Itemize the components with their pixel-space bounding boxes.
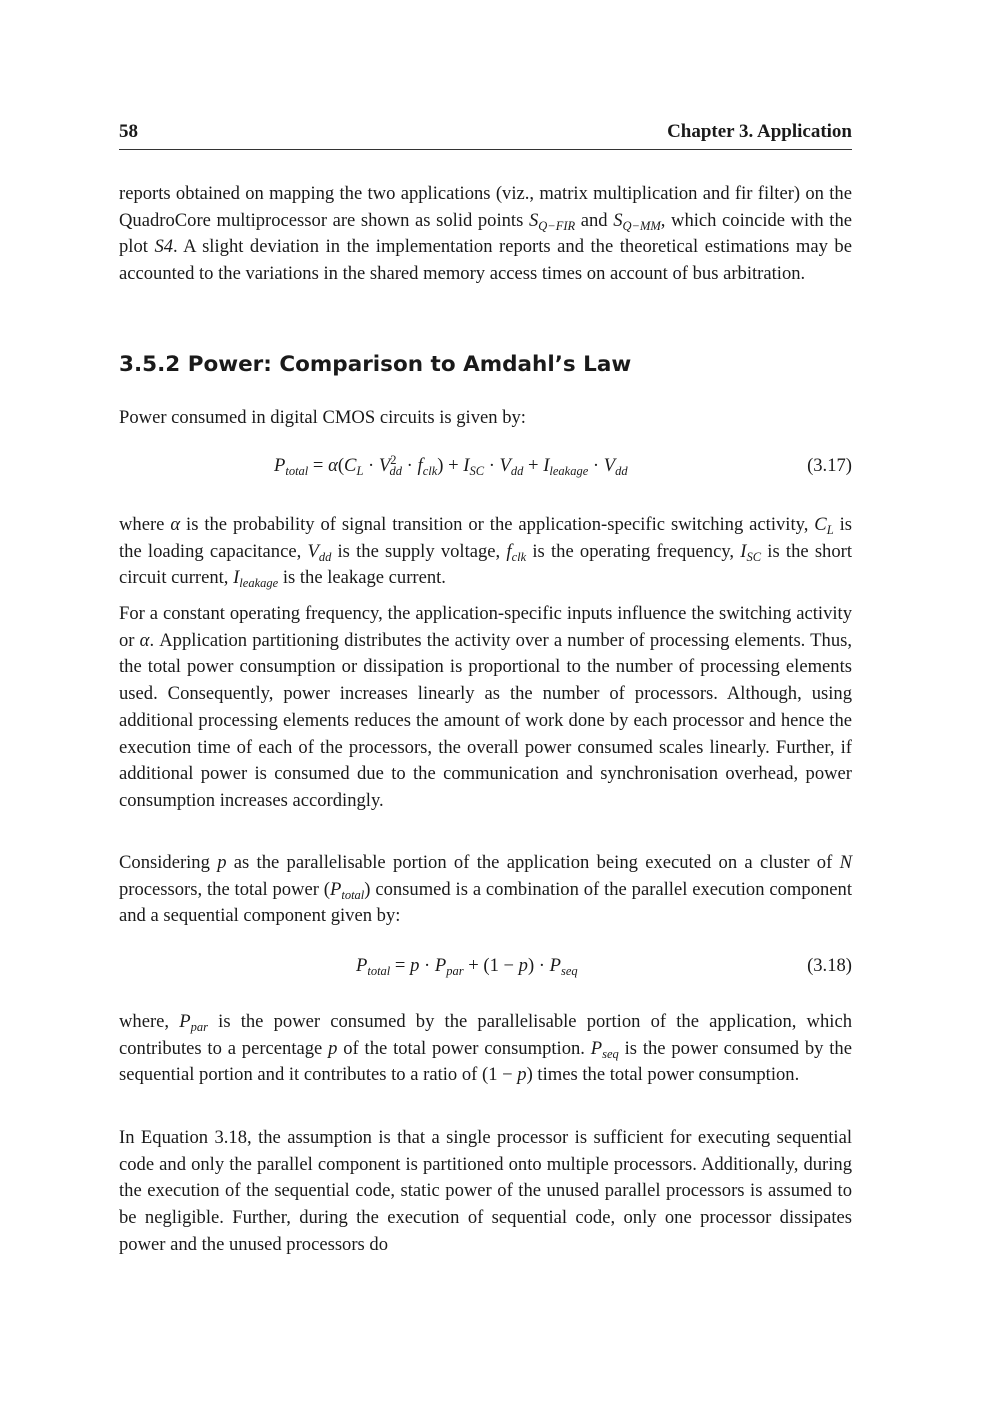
page-number: 58 [119, 121, 138, 142]
equation-3-17-body: $P_{total} = \alpha(C_L \cdot V^2_{dd} \cdot f_{clk}) + I_{SC} \cdot V_{dd} + I_{leakage} \cdot V_{dd}$ [274, 453, 628, 478]
section-heading: 3.5.2 Power: Comparison to Amdahl’s Law [119, 352, 632, 377]
paragraph-symbol-definitions: where α is the probability of signal transition or the application-specific switching activity, $C_L$ is the loading capacitance, $V_{dd}$ is the supply voltage, $f_{clk}$ is the operating frequency, $I_{SC}$ is the short circuit current, $I_{leakage}$ is the leakage current. [119, 514, 853, 591]
paragraph-switching-activity: For a constant operating frequency, the application-specific inputs influence the switching activity or α. Application partitioning distributes the activity over a number of processing elements. Thus, the total power consumption or dissipation is proportional to the number of processing elements used. Consequently, power increases linearly as the number of processors. Although, using additional processing elements reduces the amount of work done by each processor and hence the execution time of each of the processors, the overall power consumed scales linearly. Further, if additional power is consumed due to the communication and synchronisation overhead, power consumption increases accordingly. [119, 603, 852, 811]
equation-number-3-18: (3.18) [807, 955, 852, 976]
equation-3-17 [119, 455, 852, 485]
paragraph-cmos-intro: Power consumed in digital CMOS circuits is given by: [119, 407, 526, 428]
running-header [119, 121, 852, 150]
paragraph-assumptions: In Equation 3.18, the assumption is that a single processor is sufficient for executing sequential code and only the parallel component is partitioned onto multiple processors. Additionally, during the execution of the sequential code, static power of the unused parallel processors is assumed to be negligible. Further, during the execution of sequential code, only one processor dissipates power and the unused processors do [119, 1127, 852, 1255]
paragraph-parallelisable-portion: Considering p as the parallelisable portion of the application being executed on a cluster of N processors, the total power $(P_{total})$ consumed is a combination of the parallel execution component and a sequential component given by: [119, 852, 852, 927]
paragraph-implementation-reports: reports obtained on mapping the two applications (viz., matrix multiplication and fir filter) on the QuadroCore multiprocessor are shown as solid points $S_{Q-FIR}$ and $S_{Q-MM}$, which coincide with the plot S4. A slight deviation in the implementation reports and the theoretical estimations may be accounted to the variations in the shared memory access times on account of bus arbitration. [119, 183, 852, 285]
equation-3-18 [119, 955, 852, 985]
equation-3-18-body: $P_{total} = p \cdot P_{par} + (1 - p) \cdot P_{seq}$ [356, 955, 578, 978]
equation-number-3-17: (3.17) [807, 455, 852, 476]
paragraph-ppar-pseq: where, $P_{par}$ is the power consumed by the parallelisable portion of the application, which contributes to a percentage p of the total power consumption. $P_{seq}$ is the power consumed by the sequential portion and it contributes to a ratio of (1 − p) times the total power consumption. [119, 1011, 852, 1086]
chapter-title: Chapter 3. Application [667, 121, 852, 142]
